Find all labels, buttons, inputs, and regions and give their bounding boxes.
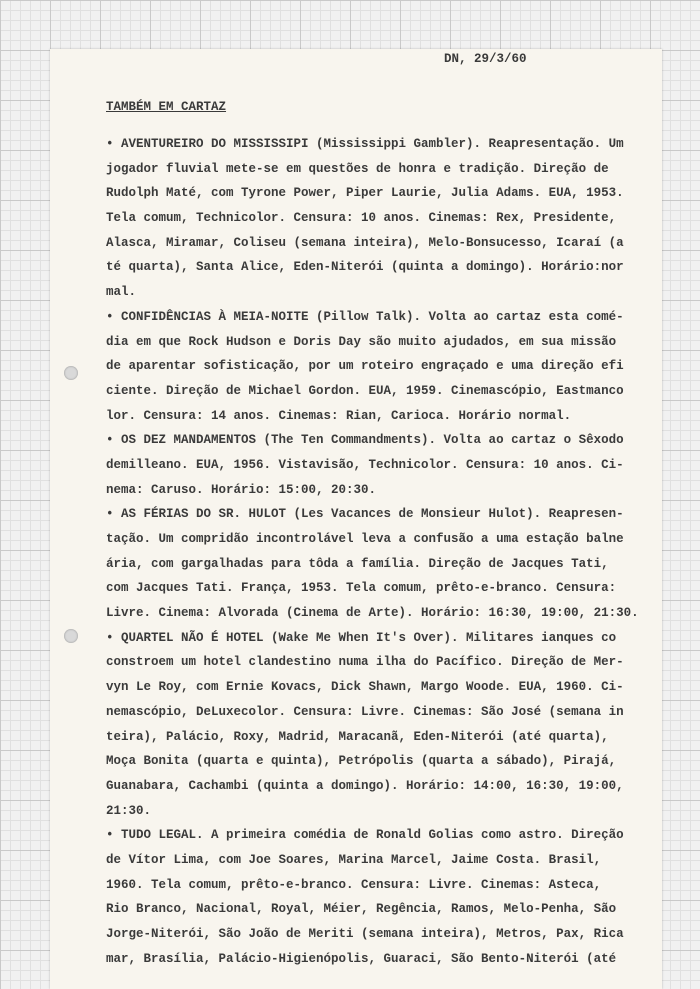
text-line: mal.	[106, 285, 137, 300]
text-line: • OS DEZ MANDAMENTOS (The Ten Commandments). Volta ao cartaz o Sêxodo	[106, 433, 624, 448]
text-line: 1960. Tela comum, prêto-e-branco. Censura: Livre. Cinemas: Asteca,	[106, 877, 602, 892]
text-line: 21:30.	[106, 803, 152, 818]
text-line: de Vítor Lima, com Joe Soares, Marina Marcel, Jaime Costa. Brasil,	[106, 852, 602, 867]
text-line: lor. Censura: 14 anos. Cinemas: Rian, Carioca. Horário normal.	[106, 408, 572, 423]
text-line: demilleano. EUA, 1956. Vistavisão, Technicolor. Censura: 10 anos. Ci-	[106, 457, 624, 472]
text-line: com Jacques Tati. França, 1953. Tela comum, prêto-e-branco. Censura:	[106, 581, 617, 596]
punch-hole	[64, 366, 78, 380]
text-line: té quarta), Santa Alice, Eden-Niterói (quinta a domingo). Horário:nor	[106, 260, 624, 275]
text-line: Rio Branco, Nacional, Royal, Méier, Regência, Ramos, Melo-Penha, São	[106, 902, 617, 917]
text-line: de aparentar sofisticação, por um roteiro engraçado e uma direção efi	[106, 359, 624, 374]
text-line: Moça Bonita (quarta e quinta), Petrópolis (quarta a sábado), Pirajá,	[106, 754, 617, 769]
text-line: Rudolph Maté, com Tyrone Power, Piper Laurie, Julia Adams. EUA, 1953.	[106, 186, 624, 201]
text-line: • TUDO LEGAL. A primeira comédia de Ronald Golias como astro. Direção	[106, 828, 624, 843]
text-line: Guanabara, Cachambi (quinta a domingo). Horário: 14:00, 16:30, 19:00,	[106, 778, 624, 793]
text-line: dia em que Rock Hudson e Doris Day são muito ajudados, em sua missão	[106, 334, 617, 349]
text-line: jogador fluvial mete-se em questões de honra e tradição. Direção de	[106, 161, 609, 176]
text-line: ária, com gargalhadas para tôda a família. Direção de Jacques Tati,	[106, 556, 609, 571]
text-line: nemascópio, DeLuxecolor. Censura: Livre. Cinemas: São José (semana in	[106, 704, 624, 719]
text-line: Alasca, Miramar, Coliseu (semana inteira), Melo-Bonsucesso, Icaraí (a	[106, 235, 624, 250]
text-line: • CONFIDÊNCIAS À MEIA-NOITE (Pillow Talk). Volta ao cartaz esta comé-	[106, 309, 624, 324]
text-line: vyn Le Roy, com Ernie Kovacs, Dick Shawn, Margo Woode. EUA, 1960. Ci-	[106, 680, 624, 695]
text-line: constroem um hotel clandestino numa ilha do Pacífico. Direção de Mer-	[106, 655, 624, 670]
section-heading: TAMBÉM EM CARTAZ	[106, 100, 227, 114]
text-line: nema: Caruso. Horário: 15:00, 20:30.	[106, 482, 377, 497]
text-line: Jorge-Niterói, São João de Meriti (semana inteira), Metros, Pax, Rica	[106, 927, 624, 941]
listing-body	[106, 132, 639, 971]
text-line: Livre. Cinema: Alvorada (Cinema de Arte). Horário: 16:30, 19:00, 21:30.	[106, 606, 639, 621]
text-line: Tela comum, Technicolor. Censura: 10 anos. Cinemas: Rex, Presidente,	[106, 211, 617, 226]
text-line: teira), Palácio, Roxy, Madrid, Maracanã, Eden-Niterói (até quarta),	[106, 729, 609, 744]
text-line: mar, Brasília, Palácio-Higienópolis, Guaraci, São Bento-Niterói (até	[106, 951, 617, 966]
text-line: tação. Um compridão incontrolável leva a confusão a uma estação balne	[106, 532, 624, 546]
text-line: ciente. Direção de Michael Gordon. EUA, 1959. Cinemascópio, Eastmanco	[106, 383, 624, 398]
text-line: • AS FÉRIAS DO SR. HULOT (Les Vacances de Monsieur Hulot). Reapresen-	[106, 507, 624, 522]
punch-hole	[64, 629, 78, 643]
document-reference: DN, 29/3/60	[444, 52, 527, 66]
text-line: • AVENTUREIRO DO MISSISSIPI (Mississippi Gambler). Reapresentação. Um	[106, 137, 624, 151]
text-line: • QUARTEL NÃO É HOTEL (Wake Me When It's Over). Militares ianques co	[106, 630, 617, 645]
